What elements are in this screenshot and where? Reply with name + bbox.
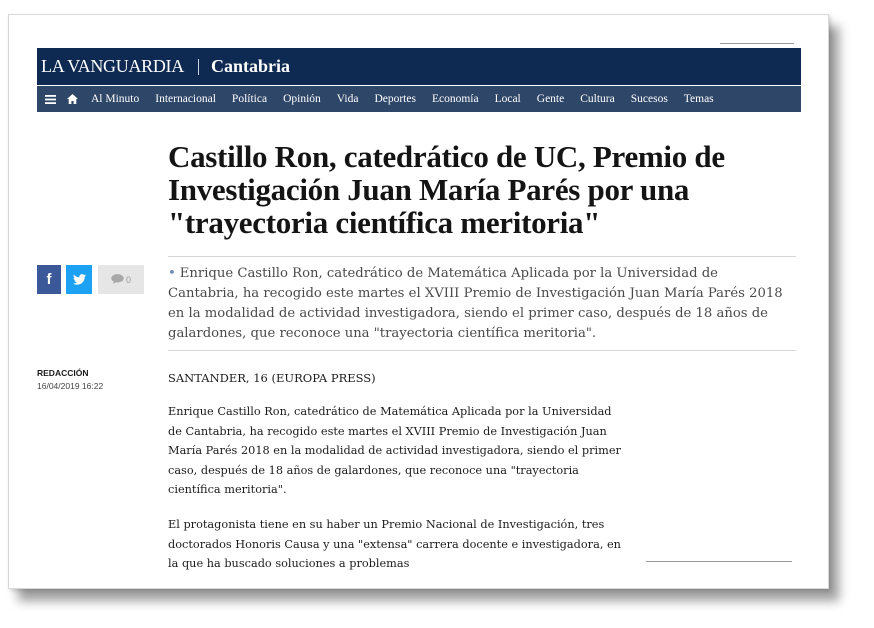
author-byline[interactable]: REDACCIÓN <box>37 368 89 378</box>
publish-date: 16/04/2019 16:22 <box>37 381 104 391</box>
nav-item-vida[interactable]: Vida <box>336 93 359 105</box>
nav-item-opinion[interactable]: Opinión <box>283 93 321 105</box>
comments-button[interactable] <box>98 265 144 294</box>
headline-divider <box>168 256 796 257</box>
article-headline: Castillo Ron, catedrático de UC, Premio de Investigación Juan María Parés por una "trayectoria científica meritoria" <box>168 139 725 240</box>
masthead-divider <box>198 59 199 75</box>
bottom-divider <box>646 561 792 562</box>
nav-item-sucesos[interactable]: Sucesos <box>630 93 668 105</box>
nav-item-deportes[interactable]: Deportes <box>374 93 416 105</box>
lead-text: Enrique Castillo Ron, catedrático de Matemática Aplicada por la Universidad de Cantabria, ha recogido este martes el XVIII Premio de Investigación Juan María Parés 2018 en la modalidad de actividad investigadora, siendo el primer caso, después de 18 años de galardones, que reconoce una "trayectoria científica meritoria". <box>168 266 783 341</box>
nav-item-internacional[interactable]: Internacional <box>155 93 216 105</box>
nav-item-gente[interactable]: Gente <box>536 93 565 105</box>
nav-item-local[interactable]: Local <box>494 93 521 105</box>
top-divider <box>720 43 794 44</box>
masthead <box>37 48 801 85</box>
home-icon[interactable] <box>61 86 83 112</box>
facebook-icon: f <box>46 271 52 288</box>
nav-item-al-minuto[interactable]: Al Minuto <box>91 93 140 105</box>
lead-divider <box>168 350 796 351</box>
comment-count: 0 <box>125 274 131 285</box>
article-screenshot-card <box>8 14 829 589</box>
twitter-icon <box>73 274 86 285</box>
article-paragraph: El protagonista tiene en su haber un Premio Nacional de Investigación, tres doctorados Honoris Causa y una "extensa" carrera docente e investigadora, en la que ha buscado soluciones a problemas <box>168 518 621 570</box>
twitter-share-button[interactable] <box>66 265 92 294</box>
nav-item-temas[interactable]: Temas <box>683 93 714 105</box>
hamburger-icon[interactable] <box>39 86 61 112</box>
section-title[interactable]: Cantabria <box>210 56 290 76</box>
nav-item-politica[interactable]: Política <box>231 93 268 105</box>
main-nav <box>37 86 801 112</box>
nav-item-economia[interactable]: Economía <box>431 93 479 105</box>
nav-item-cultura[interactable]: Cultura <box>580 93 615 105</box>
article-paragraph: Enrique Castillo Ron, catedrático de Matemática Aplicada por la Universidad de Cantabria, ha recogido este martes el XVIII Premio de Investigación Juan María Parés 2018 en la modalidad de actividad investigadora, siendo el primer caso, después de 18 años de galardones, que reconoce una "trayectoria científica meritoria". <box>168 405 621 496</box>
article-lead <box>168 264 792 344</box>
facebook-share-button[interactable] <box>37 265 61 294</box>
site-logo[interactable]: LA VANGUARDIA <box>41 56 184 76</box>
bullet-icon: • <box>168 266 176 281</box>
article-dateline: SANTANDER, 16 (EUROPA PRESS) <box>168 371 376 385</box>
comment-icon <box>111 272 124 287</box>
